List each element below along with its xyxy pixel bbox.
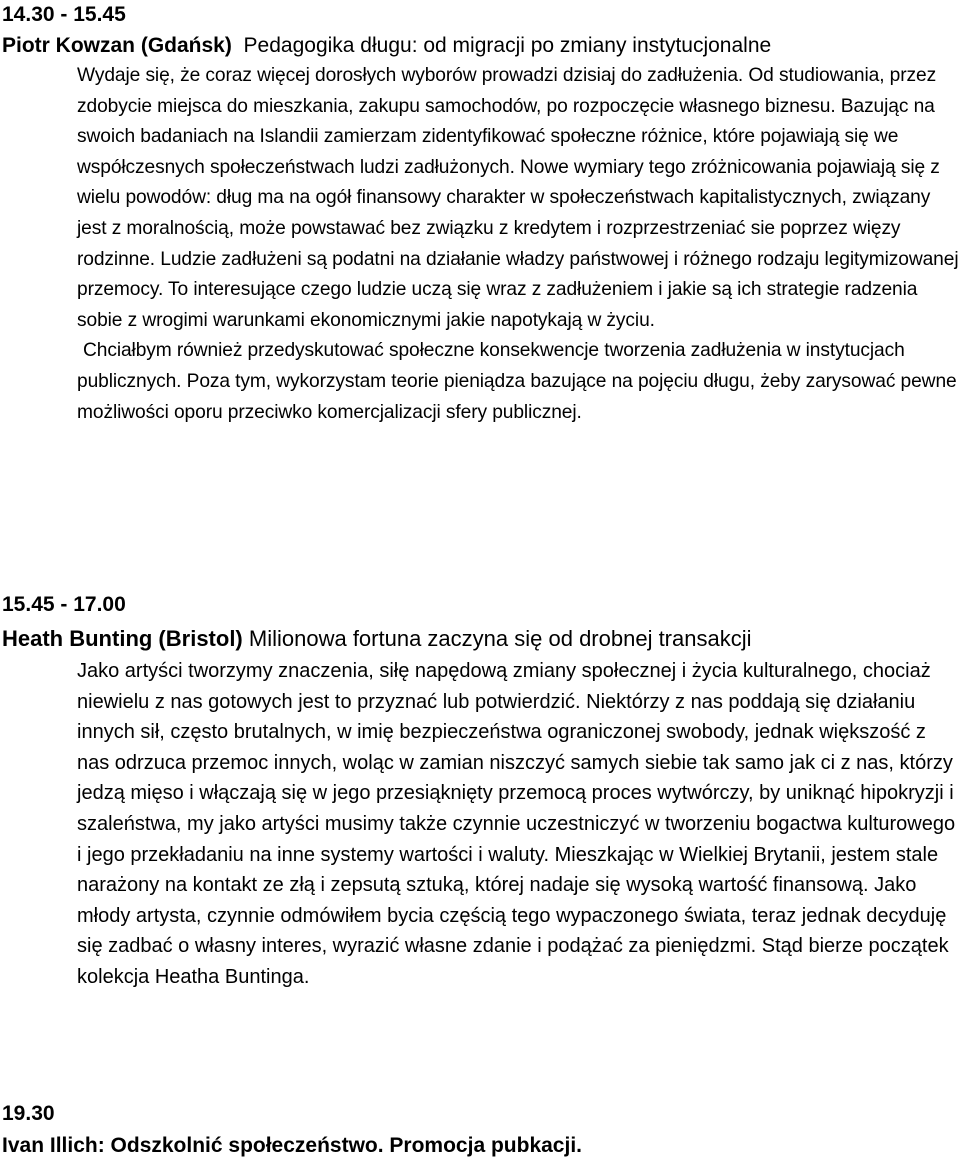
talk-abstract <box>77 61 959 428</box>
talk-title-text: Pedagogika długu: od migracji po zmiany instytucjonalne <box>243 34 772 57</box>
abstract-paragraph <box>77 61 959 336</box>
session-time: 14.30 - 15.45 <box>2 3 126 26</box>
speaker-name: Heath Bunting (Bristol) <box>2 626 243 651</box>
talk-title: Milionowa fortuna zaczyna się od drobnej transakcji <box>248 626 752 651</box>
session-heading: Ivan Illich: Odszkolnić społeczeństwo. Promocja pubkacji. <box>2 1134 582 1157</box>
session-heading <box>2 624 752 654</box>
session-time: 19.30 <box>2 1102 55 1125</box>
session-heading <box>2 31 771 61</box>
talk-title <box>238 34 772 57</box>
abstract-paragraph-text: Chciałbym również przedyskutować społeczne konsekwencje tworzenia zadłużenia w instytucjach publicznych. Poza tym, wykorzystam teorie pieniądza bazujące na pojęciu długu, żeby zarysować pewne możliwości oporu przeciwko komercjalizacji sfery publicznej. <box>77 340 957 423</box>
abstract-paragraph: Jako artyści tworzymy znaczenia, siłę napędową zmiany społecznej i życia kulturalnego, chociaż niewielu z nas gotowych jest to przyznać lub potwierdzić. Niektórzy z nas poddają się działaniu innych sił, często brutalnych, w imię bezpieczeństwa ograniczonej swobody, jednak większość z nas odrzuca przemoc innych, woląc w zamian niszczyć samych siebie tak samo jak ci z nas, którzy jedzą mięso i włączają się w jego przesiąknięty przemocą proces wytwórczy, by uniknąć hipokryzji i szaleństwa, my jako artyści musimy także czynnie uczestniczyć w tworzeniu bogactwa kulturowego i jego przekładaniu na inne systemy wartości i waluty. Mieszkając w Wielkiej Brytanii, jestem stale narażony na kontakt ze złą i zepsutą sztuką, której nadaje się wysoką wartość finansową. Jako młody artysta, czynnie odmówiłem bycia częścią tego wypaczonego świata, teraz jednak decyduję się zadbać o własny interes, wyrazić własne zdanie i podążać za pieniędzmi. Stąd bierze początek kolekcja Heatha Buntinga. <box>77 660 956 988</box>
session-time: 15.45 - 17.00 <box>2 593 126 616</box>
speaker-name: Piotr Kowzan (Gdańsk) <box>2 34 232 57</box>
abstract-paragraph-text: Bazując na swoich badaniach na Islandii zamierzam zidentyfikować społeczne różnice, które pojawiają się we współczesnych społeczeństwach ludzi zadłużonych. Nowe wymiary tego zróżnicowania pojawiają się z wielu powodów: dług ma na ogół finansowy charakter w społeczeństwach kapitalistycznych, związany jest z moralnością, może powstawać bez związku z kredytem i rozprzestrzeniać sie poprzez więzy rodzinne. Ludzie zadłużeni są podatni na działanie władzy państwowej i różnego rodzaju legitymizowanej przemocy. To interesujące czego ludzie uczą się wraz z zadłużeniem i jakie są ich strategie radzenia sobie z wrogimi warunkami ekonomicznymi jakie napotykają w życiu. <box>77 95 959 331</box>
talk-abstract <box>77 656 959 993</box>
abstract-paragraph-text: Wydaje się, że coraz więcej dorosłych wyborów prowadzi dzisiaj do zadłużenia. Od studiowania, przez zdobycie miejsca do mieszkania, zakupu samochodów, po rozpoczęcie własnego biznesu. <box>77 65 937 117</box>
abstract-paragraph <box>77 336 959 428</box>
